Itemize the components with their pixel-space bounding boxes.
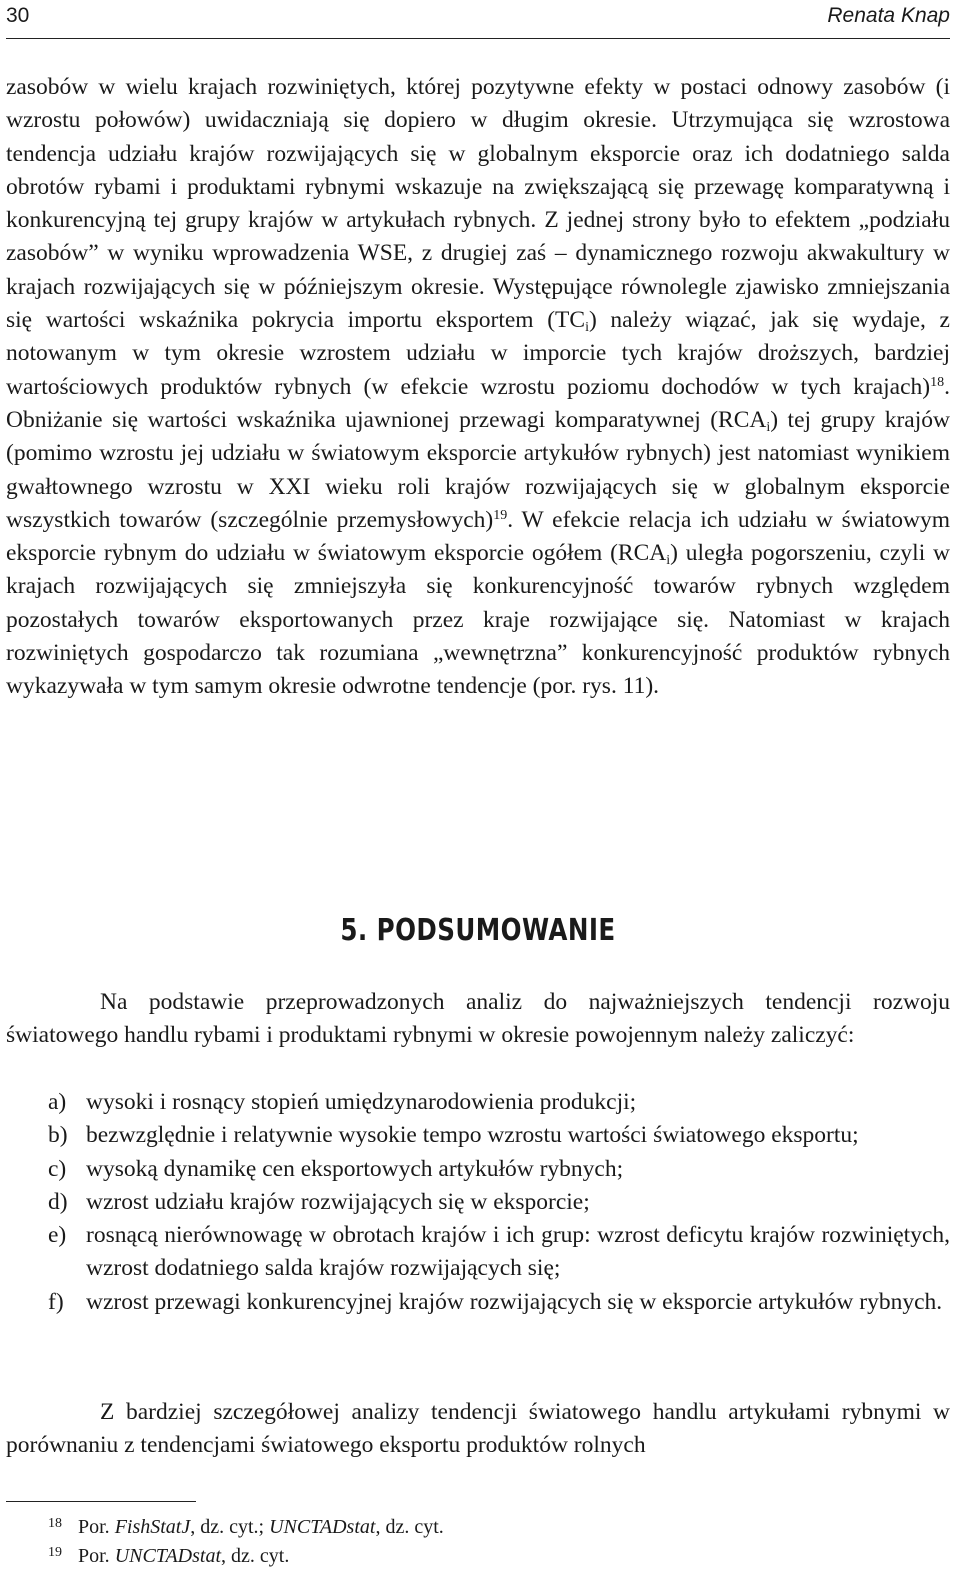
footnote-number: 19 — [48, 1545, 62, 1560]
footnote-source: UNCTADstat — [114, 1545, 222, 1567]
list-item — [6, 1153, 950, 1186]
list-marker: c) — [48, 1155, 67, 1182]
list-item — [6, 1119, 950, 1152]
body-paragraph-1 — [6, 71, 950, 704]
list-item — [6, 1186, 950, 1219]
findings-list — [6, 1086, 950, 1319]
footnote-source: UNCTADstat — [269, 1516, 376, 1538]
footnote-text: , dz. cyt. — [221, 1545, 290, 1567]
list-item-text: wysoki i rosnący stopień umiędzynarodowienia produkcji; — [86, 1089, 637, 1115]
list-marker: e) — [48, 1222, 67, 1249]
footnote-number: 18 — [48, 1516, 62, 1531]
paragraph-text: . Obniżanie się wartości wskaźnika ujawnionej przewagi komparatywnej (RCA — [6, 373, 950, 433]
footnote-source: FishStatJ — [114, 1516, 191, 1538]
subscript-i: i — [666, 553, 671, 569]
footnote-ref-18[interactable]: 18 — [930, 374, 945, 390]
list-marker: f) — [48, 1288, 64, 1315]
footnotes — [6, 1513, 950, 1571]
footnote-text: , dz. cyt.; — [190, 1516, 270, 1538]
list-item — [6, 1086, 950, 1119]
list-item — [6, 1286, 950, 1319]
list-marker: d) — [48, 1188, 68, 1215]
list-marker: b) — [48, 1122, 68, 1149]
paragraph-text: . W efekcie relacja ich udziału w światowym eksporcie rybnym do udziału w światowym eksporcie ogółem (RCA — [6, 506, 950, 567]
page-number: 30 — [6, 4, 30, 27]
subscript-i: i — [766, 419, 771, 435]
paragraph-text: ) tej grupy krajów (pomimo wzrostu jej udziału w światowym eksporcie artykułów rybnych) jest natomiast wynikiem gwałtownego wzrostu w XXI wieku roli krajów rozwijających się w globalnym eksporcie wszystkich towarów (szczególnie przemysłowych) — [6, 406, 950, 533]
body-paragraph-3: Z bardziej szczegółowej analizy tendencji światowego handlu artykułami rybnymi w porównaniu z tendencjami światowego eksportu produktów rolnych — [6, 1399, 950, 1459]
list-item — [6, 1219, 950, 1286]
list-marker: a) — [48, 1089, 67, 1115]
list-item-text: bezwzględnie i relatywnie wysokie tempo wzrostu wartości światowego eksportu; — [86, 1122, 859, 1149]
list-item-text: rosnącą nierównowagę w obrotach krajów i ich grup: wzrost deficytu krajów rozwiniętych, wzrost dodatniego salda krajów rozwijających się; — [86, 1222, 950, 1282]
body-paragraph-2: Na podstawie przeprowadzonych analiz do najważniejszych tendencji rozwoju światowego handlu rybami i produktami rybnymi w okresie powojennym należy zaliczyć: — [6, 989, 950, 1049]
subscript-i: i — [585, 320, 589, 336]
running-header — [6, 0, 950, 39]
footnote-text: , dz. cyt. — [375, 1516, 444, 1538]
footnote-text: Por. — [78, 1516, 115, 1538]
running-author: Renata Knap — [827, 4, 950, 27]
footnote-ref-19[interactable]: 19 — [493, 507, 508, 523]
paragraph-text: zasobów w wielu krajach rozwiniętych, której pozytywne efekty w postaci odnowy zasobów (i wzrostu połowów) uwidaczniają się dopiero w długim okresie. Utrzymująca się wzrostowa tendencja udziału krajów rozwijających się w globalnym eksporcie oraz ich dodatniego salda obrotów rybami i produktami rybnymi wskazuje na zwiększającą się przewagę komparatywną i konkurencyjną tej grupy krajów w artykułach rybnych. Z jednej strony było to efektem „podziału zasobów” w wyniku wprowadzenia WSE, z drugiej zaś – dynamicznego rozwoju akwakultury w krajach rozwijających się w późniejszym okresie. Występujące równolegle zjawisko zmniejszania się wartości wskaźnika pokrycia importu eksportem (TC — [6, 74, 950, 334]
footnote-divider — [6, 1501, 196, 1502]
footnote-text: Por. — [78, 1545, 115, 1567]
section-heading: 5. PODSUMOWANIE — [340, 913, 616, 948]
paragraph-text: ) uległa pogorszeniu, czyli w krajach rozwijających się zmniejszyła się konkurencyjność towarów rybnych względem pozostałych towarów eksportowanych przez kraje rozwijające się. Natomiast w krajach rozwiniętych gospodarczo tak rozumiana „wewnętrzna” konkurencyjność produktów rybnych wykazywała w tym samym okresie odwrotne tendencje (por. rys. 11). — [6, 540, 950, 700]
list-item-text: wzrost przewagi konkurencyjnej krajów rozwijających się w eksporcie artykułów rybnych. — [86, 1288, 943, 1315]
list-item-text: wysoką dynamikę cen eksportowych artykułów rybnych; — [86, 1155, 624, 1182]
footnote-18 — [6, 1513, 950, 1542]
list-item-text: wzrost udziału krajów rozwijających się w eksporcie; — [86, 1188, 590, 1215]
footnote-19 — [6, 1542, 950, 1571]
paragraph-text: ) należy wiązać, jak się wydaje, z notowanym w tym okresie wzrostem udziału w imporcie tych krajów droższych, bardziej wartościowych produktów rybnych (w efekcie wzrostu poziomu dochodów w tych krajach) — [6, 307, 950, 400]
